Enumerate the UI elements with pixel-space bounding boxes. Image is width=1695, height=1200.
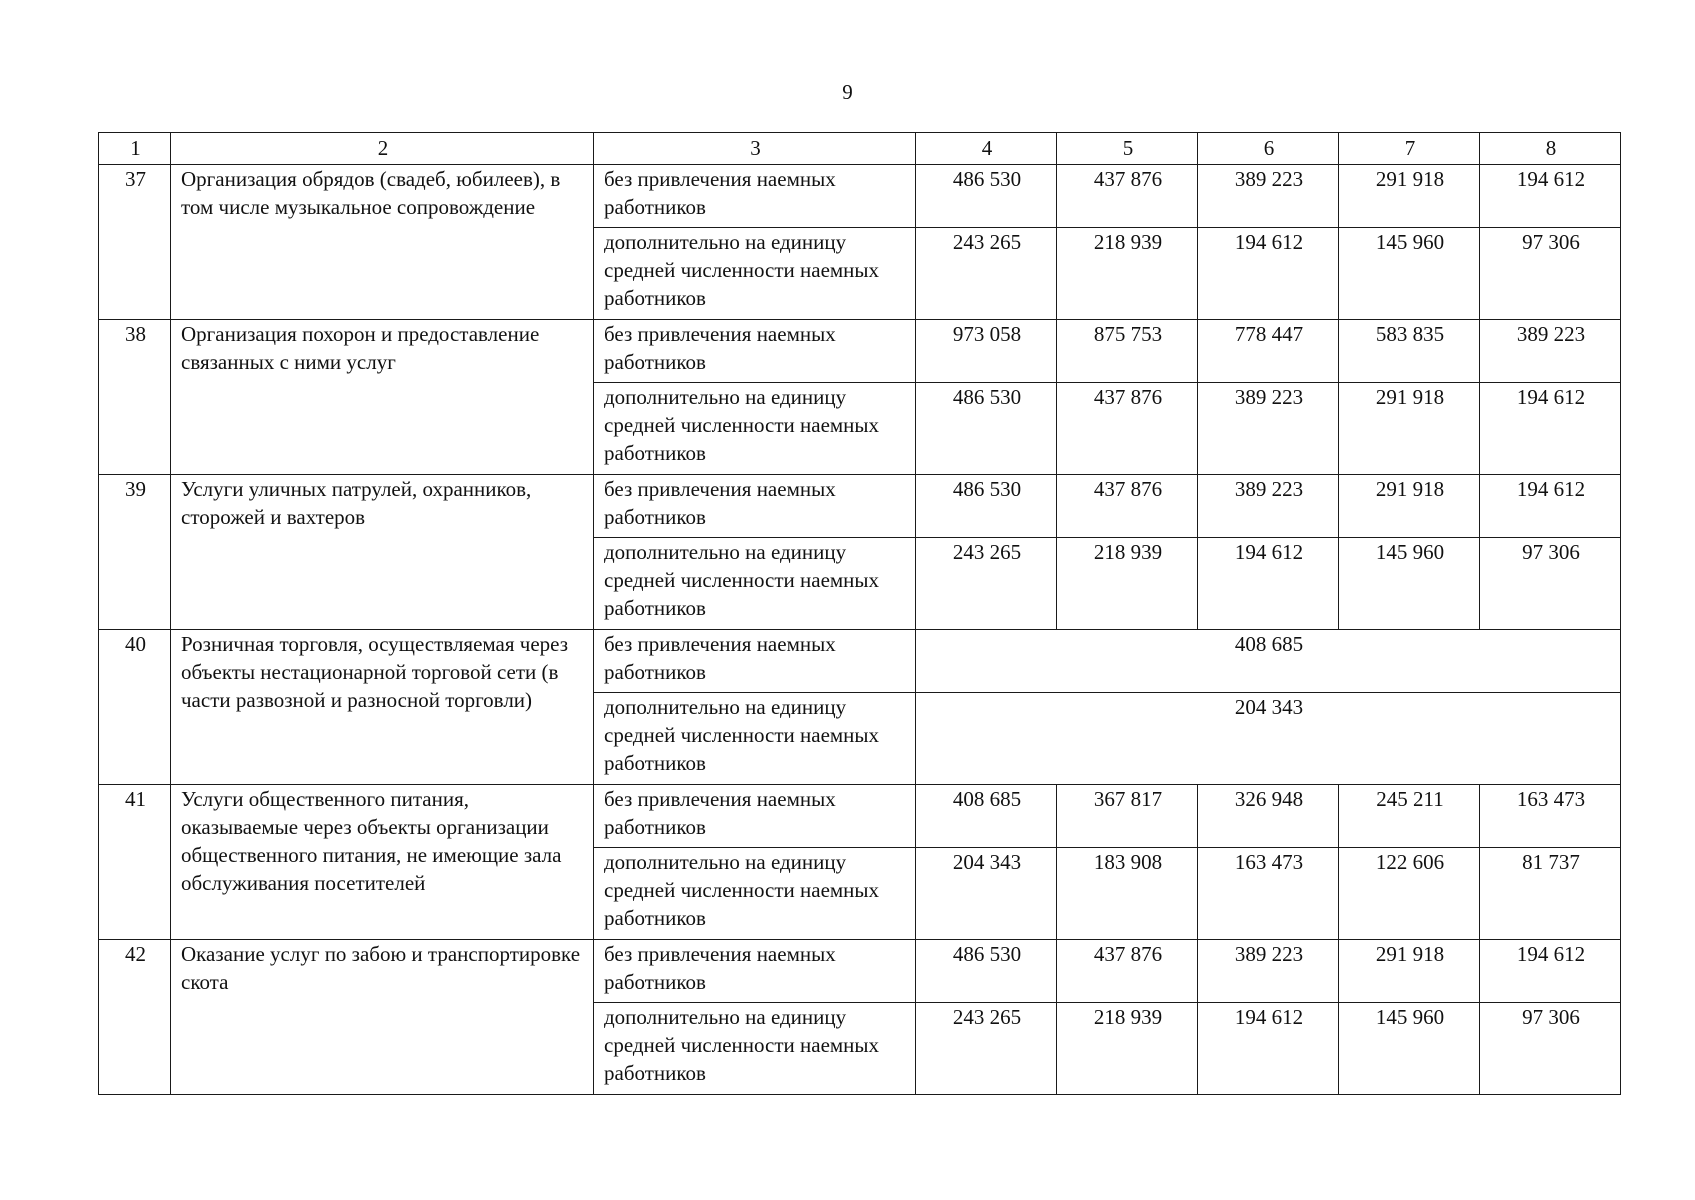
value-cell: 194 612 (1480, 383, 1621, 475)
value-cell: 486 530 (916, 165, 1057, 228)
row-number: 39 (99, 475, 171, 630)
condition-label: без привлечения наемных работников (594, 165, 916, 228)
header-cell: 7 (1339, 133, 1480, 165)
table-row (99, 940, 1621, 1003)
value-cell: 389 223 (1480, 320, 1621, 383)
value-cell: 218 939 (1057, 1003, 1198, 1095)
activity-name: Услуги уличных патрулей, охранников, сторожей и вахтеров (171, 475, 594, 630)
condition-label: дополнительно на единицу средней численности наемных работников (594, 848, 916, 940)
value-cell: 194 612 (1198, 538, 1339, 630)
value-cell: 163 473 (1480, 785, 1621, 848)
merged-value-cell: 204 343 (916, 693, 1621, 785)
value-cell: 243 265 (916, 1003, 1057, 1095)
value-cell: 389 223 (1198, 940, 1339, 1003)
value-cell: 389 223 (1198, 165, 1339, 228)
condition-label: дополнительно на единицу средней численности наемных работников (594, 538, 916, 630)
row-number: 41 (99, 785, 171, 940)
row-number: 40 (99, 630, 171, 785)
header-cell: 2 (171, 133, 594, 165)
value-cell: 204 343 (916, 848, 1057, 940)
value-cell: 389 223 (1198, 475, 1339, 538)
activity-name: Организация похорон и предоставление связанных с ними услуг (171, 320, 594, 475)
header-cell: 8 (1480, 133, 1621, 165)
value-cell: 243 265 (916, 538, 1057, 630)
value-cell: 389 223 (1198, 383, 1339, 475)
row-number: 38 (99, 320, 171, 475)
value-cell: 291 918 (1339, 383, 1480, 475)
table-row (99, 165, 1621, 228)
value-cell: 122 606 (1339, 848, 1480, 940)
value-cell: 194 612 (1198, 228, 1339, 320)
value-cell: 145 960 (1339, 538, 1480, 630)
header-cell: 3 (594, 133, 916, 165)
value-cell: 81 737 (1480, 848, 1621, 940)
value-cell: 486 530 (916, 475, 1057, 538)
header-cell: 4 (916, 133, 1057, 165)
table-row (99, 630, 1621, 693)
condition-label: дополнительно на единицу средней численности наемных работников (594, 228, 916, 320)
value-cell: 194 612 (1480, 165, 1621, 228)
activity-name: Услуги общественного питания, оказываемые через объекты организации общественного питания, не имеющие зала обслуживания посетителей (171, 785, 594, 940)
value-cell: 145 960 (1339, 228, 1480, 320)
value-cell: 875 753 (1057, 320, 1198, 383)
value-cell: 437 876 (1057, 383, 1198, 475)
value-cell: 183 908 (1057, 848, 1198, 940)
table-row (99, 320, 1621, 383)
condition-label: без привлечения наемных работников (594, 320, 916, 383)
value-cell: 437 876 (1057, 475, 1198, 538)
activity-name: Оказание услуг по забою и транспортировке скота (171, 940, 594, 1095)
merged-value-cell: 408 685 (916, 630, 1621, 693)
row-number: 37 (99, 165, 171, 320)
value-cell: 437 876 (1057, 940, 1198, 1003)
value-cell: 218 939 (1057, 538, 1198, 630)
header-cell: 1 (99, 133, 171, 165)
value-cell: 583 835 (1339, 320, 1480, 383)
condition-label: дополнительно на единицу средней численности наемных работников (594, 383, 916, 475)
value-cell: 218 939 (1057, 228, 1198, 320)
row-number: 42 (99, 940, 171, 1095)
value-cell: 973 058 (916, 320, 1057, 383)
condition-label: без привлечения наемных работников (594, 630, 916, 693)
value-cell: 97 306 (1480, 538, 1621, 630)
value-cell: 194 612 (1480, 475, 1621, 538)
activity-name: Розничная торговля, осуществляемая через объекты нестационарной торговой сети (в части развозной и разносной торговли) (171, 630, 594, 785)
header-cell: 5 (1057, 133, 1198, 165)
condition-label: без привлечения наемных работников (594, 940, 916, 1003)
value-cell: 326 948 (1198, 785, 1339, 848)
value-cell: 291 918 (1339, 165, 1480, 228)
value-cell: 163 473 (1198, 848, 1339, 940)
condition-label: дополнительно на единицу средней численности наемных работников (594, 1003, 916, 1095)
activity-name: Организация обрядов (свадеб, юбилеев), в том числе музыкальное сопровождение (171, 165, 594, 320)
value-cell: 367 817 (1057, 785, 1198, 848)
header-cell: 6 (1198, 133, 1339, 165)
condition-label: без привлечения наемных работников (594, 785, 916, 848)
value-cell: 145 960 (1339, 1003, 1480, 1095)
value-cell: 408 685 (916, 785, 1057, 848)
page-number: 9 (842, 80, 853, 104)
value-cell: 778 447 (1198, 320, 1339, 383)
condition-label: дополнительно на единицу средней численности наемных работников (594, 693, 916, 785)
value-cell: 194 612 (1480, 940, 1621, 1003)
value-cell: 486 530 (916, 940, 1057, 1003)
value-cell: 486 530 (916, 383, 1057, 475)
condition-label: без привлечения наемных работников (594, 475, 916, 538)
value-cell: 291 918 (1339, 940, 1480, 1003)
header-row (99, 133, 1621, 165)
value-cell: 194 612 (1198, 1003, 1339, 1095)
value-cell: 437 876 (1057, 165, 1198, 228)
table-row (99, 785, 1621, 848)
value-cell: 97 306 (1480, 1003, 1621, 1095)
value-cell: 243 265 (916, 228, 1057, 320)
rates-table (98, 132, 1621, 1095)
value-cell: 97 306 (1480, 228, 1621, 320)
table-row (99, 475, 1621, 538)
value-cell: 291 918 (1339, 475, 1480, 538)
value-cell: 245 211 (1339, 785, 1480, 848)
